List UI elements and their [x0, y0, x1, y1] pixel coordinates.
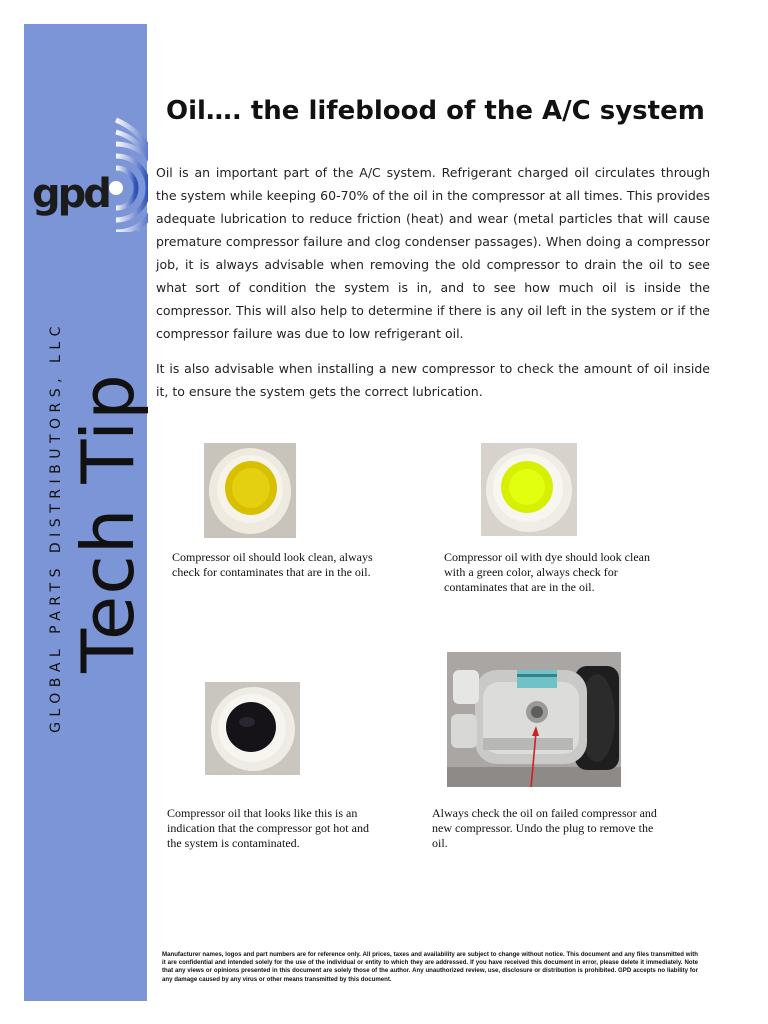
caption-clean-oil: Compressor oil should look clean, always check for contaminates that are in the oil. — [172, 550, 373, 579]
body-paragraph-2: It is also advisable when installing a new compressor to check the amount of oil inside it, to ensure the system gets the correct lubrication. — [156, 361, 710, 399]
clean-oil-photo — [204, 443, 296, 538]
body-paragraph-1: Oil is an important part of the A/C system. Refrigerant charged oil circulates through the system while keeping 60-70% of the oil in the compressor at all times. This provides adequate lubrication to reduce friction (heat) and wear (metal particles that will cause premature compressor failure and clog condenser passages). When doing a compressor job, it is always advisable when removing the old compressor to drain the oil to see what sort of condition the system is in, and to see how much oil is inside the compressor. This will also help to determine if there is any oil left in the system or if the compressor failure was due to low refrigerant oil. — [156, 165, 710, 341]
compressor-photo — [447, 652, 621, 787]
section-label: Tech Tip — [66, 373, 150, 673]
disclaimer-text: Manufacturer names, logos and part numbers are for reference only. All prices, taxes and availability are subject to change without notice. This document and any files transmitted with it are confidential and intended solely for the use of the individual or entity to which they are addressed. If you have received this document in error, please delete it immediately. Note that any views or opinions presented in this document are solely those of the author. Any unauthorized review, use, disclosure or distribution is prohibited. GPD accepts no liability for any damage caused by any virus or other means transmitted by this document. — [162, 951, 698, 983]
contaminated-oil-photo — [205, 682, 300, 775]
caption-contaminated-oil: Compressor oil that looks like this is an indication that the compressor got hot and the system is contaminated. — [167, 806, 369, 850]
page-title: Oil…. the lifeblood of the A/C system — [166, 96, 705, 126]
caption-compressor: Always check the oil on failed compressor and new compressor. Undo the plug to remove the oil. — [432, 806, 657, 850]
dye-oil-photo — [481, 443, 577, 536]
company-name: GLOBAL PARTS DISTRIBUTORS, LLC — [48, 321, 64, 733]
caption-dye-oil: Compressor oil with dye should look clean with a green color, always check for contaminates that are in the oil. — [444, 550, 650, 594]
gpd-logo-text: gpd — [32, 171, 109, 217]
